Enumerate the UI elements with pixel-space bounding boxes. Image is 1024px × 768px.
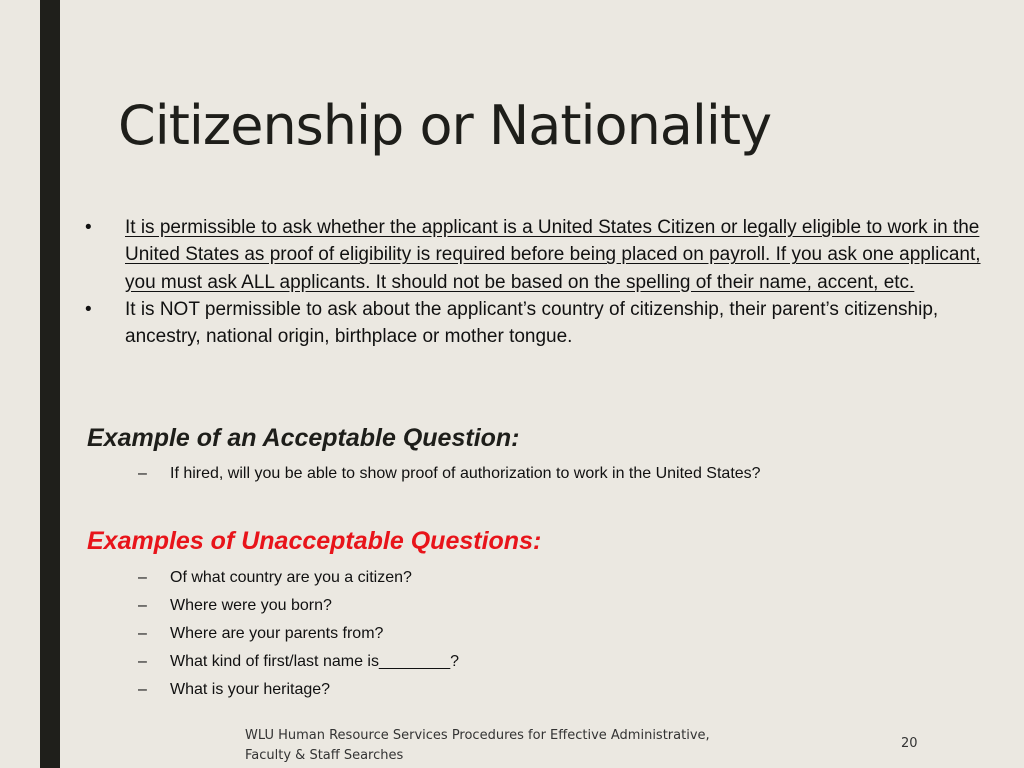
bullet-item [85,214,995,296]
bullet-list [85,214,995,350]
dash-marker: – [138,625,147,642]
dash-marker: – [138,597,147,614]
bullet-marker: • [85,217,92,238]
list-item [138,620,459,648]
left-accent-bar [40,0,60,768]
question-text: Where were you born? [170,597,332,614]
unacceptable-heading: Examples of Unacceptable Questions: [87,527,542,555]
question-text: What kind of first/last name is________? [170,653,460,670]
dash-marker: – [138,653,147,670]
footer-line: WLU Human Resource Services Procedures for Effective Administrative, [245,728,710,743]
bullet-item [85,296,995,351]
question-text: Of what country are you a citizen? [170,569,412,586]
bullet-marker: • [85,298,92,320]
list-item [138,564,459,592]
unacceptable-question-list [138,564,459,704]
bullet-text-permissible: It is permissible to ask whether the applicant is a United States Citizen or legally eligible to work in the United States as proof of eligibility is required before being placed on payroll. If you ask one applicant, you must ask ALL applicants. It should not be based on the spelling of their name, accent, etc. [125,217,981,293]
list-item [138,592,459,620]
list-item [138,648,459,676]
question-text: If hired, will you be able to show proof of authorization to work in the United States? [170,465,761,482]
dash-marker: – [138,681,147,698]
list-item [138,676,459,704]
question-text: Where are your parents from? [170,625,384,642]
bullet-text-not-permissible: It is NOT permissible to ask about the applicant’s country of citizenship, their parent’s citizenship, ancestry, national origin, birthplace or mother tongue. [125,298,939,348]
acceptable-question-list [138,460,761,488]
list-item [138,460,761,488]
footer-line: Faculty & Staff Searches [245,748,404,763]
footer-text [245,726,765,766]
slide-title: Citizenship or Nationality [118,94,772,157]
question-text: What is your heritage? [170,681,331,698]
page-number: 20 [901,736,918,751]
dash-marker: – [138,465,147,482]
dash-marker: – [138,569,147,586]
acceptable-heading: Example of an Acceptable Question: [87,424,520,452]
